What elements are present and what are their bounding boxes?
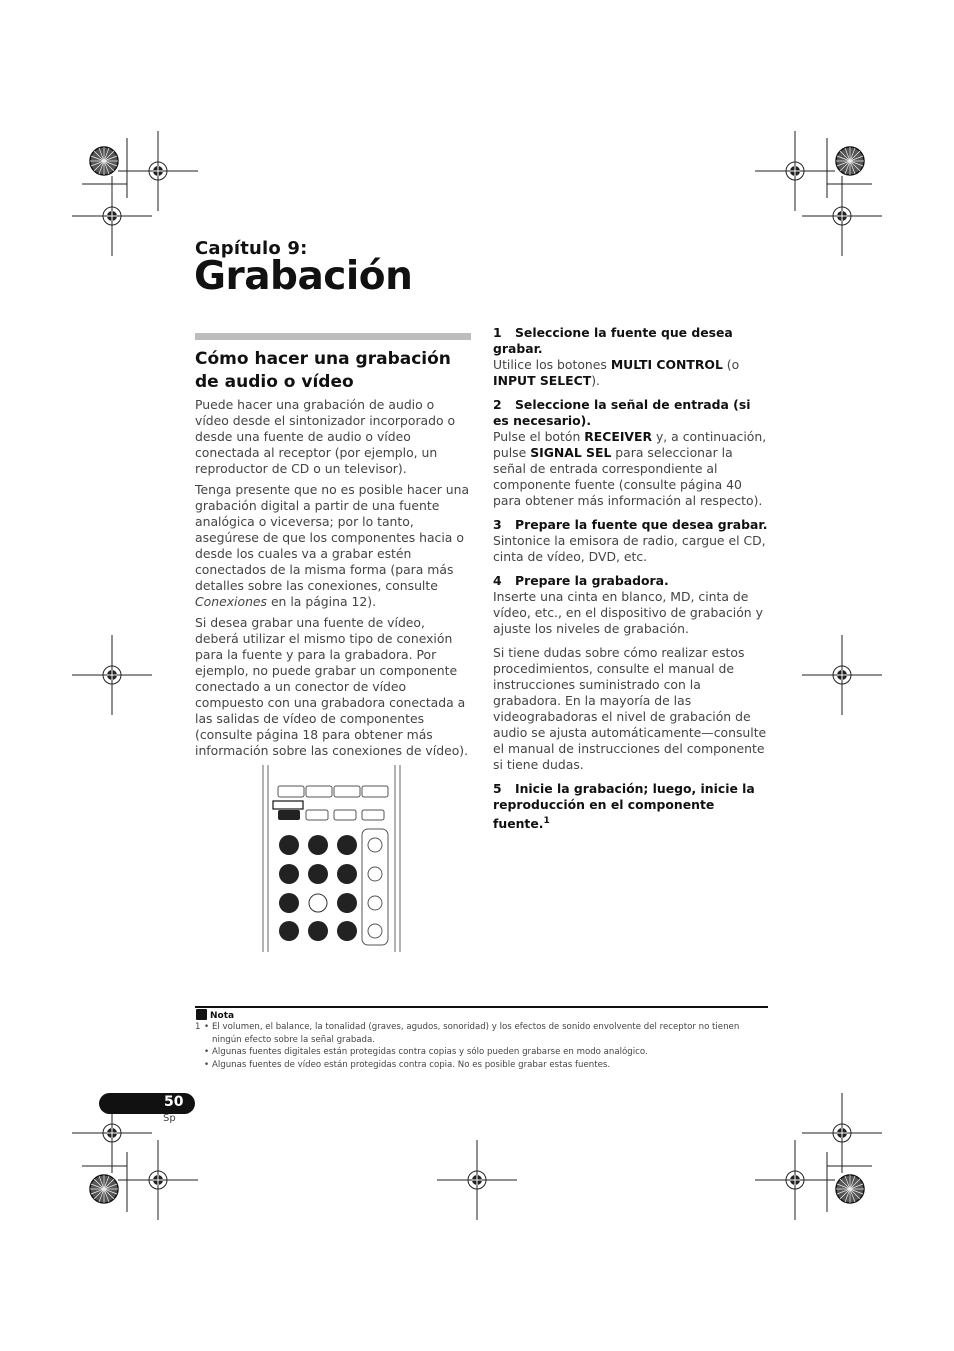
note-divider [195, 1006, 768, 1008]
section-title: Cómo hacer una grabación de audio o vídeo [195, 349, 451, 392]
registration-crosshair-icon [802, 635, 882, 715]
registration-crosshair-icon [72, 176, 152, 256]
step-1: 1 Seleccione la fuente que desea grabar. Utilice los botones MULTI CONTROL (o INPUT SELECT). [493, 325, 740, 388]
registration-crosshair-icon [90, 147, 118, 175]
left-column [195, 333, 471, 764]
step-5 [493, 781, 768, 832]
cross-reference: Conexiones [195, 594, 267, 609]
step-4 [493, 573, 768, 773]
step-3 [493, 517, 768, 565]
step-heading: Seleccione la señal de entrada (si es necesario). [493, 397, 751, 428]
step-2: 2 Seleccione la señal de entrada (si es necesario). Pulse el botón RECEIVER y, a continuación, pulse SIGNAL SEL para seleccionar la señal de entrada correspondiente al componente fuente (consulte página 40 para obtener más información al respecto). [493, 397, 767, 508]
step-body: Inserte una cinta en blanco, MD, cinta de vídeo, etc., en el dispositivo de grabación y ajuste los niveles de grabación. [493, 589, 763, 636]
footnote-ref: 1 [543, 816, 550, 826]
paragraph-intro: Puede hacer una grabación de audio o vídeo desde el sintonizador incorporado o desde una fuente de audio o vídeo conectada al receptor (por ejemplo, un reproductor de CD o un televisor). [195, 397, 456, 476]
step-number: 5 [493, 781, 502, 796]
note-header: Nota [196, 1009, 234, 1021]
step-heading: Inicie la grabación; luego, inicie la reproducción en el componente fuente. [493, 781, 755, 832]
remote-control-illustration [262, 765, 402, 952]
note-item: 1 • El volumen, el balance, la tonalidad (graves, agudos, sonoridad) y los efectos de sonido envolvente del receptor no tienen ningún efecto sobre la señal grabada. [195, 1022, 740, 1045]
button-name: MULTI CONTROL [610, 357, 723, 372]
note-item: • Algunas fuentes digitales están protegidas contra copias y sólo pueden grabarse en modo analógico. [204, 1047, 648, 1057]
registration-crosshair-icon [118, 131, 198, 211]
registration-crosshair-icon [802, 1093, 882, 1173]
chapter-title: Grabación [194, 254, 413, 299]
step-body-extra: Si tiene dudas sobre cómo realizar estos procedimientos, consulte el manual de instrucciones suministrado con la grabadora. En la mayoría de las videograbadoras el nivel de grabación de audio se ajusta automáticamente—consulte el manual de instrucciones del componente si tiene dudas. [493, 645, 767, 772]
registration-crosshair-icon [72, 635, 152, 715]
paragraph-video: Si desea grabar una fuente de vídeo, deberá utilizar el mismo tipo de conexión para la fuente y para la grabadora. Por ejemplo, no puede grabar un componente conectado a un conector de vídeo compuesto con una grabadora conectada a las salidas de vídeo de componentes (consulte página 18 para obtener más información sobre las conexiones de vídeo). [195, 615, 469, 758]
registration-crosshair-icon [836, 147, 864, 175]
registration-crosshair-icon [755, 1140, 835, 1220]
notes-list [195, 1021, 770, 1071]
right-column [493, 325, 768, 832]
registration-crosshair-icon [802, 176, 882, 256]
note-number: 1 [195, 1022, 201, 1032]
registration-crosshair-icon [118, 1140, 198, 1220]
button-name: INPUT SELECT [493, 373, 592, 388]
button-name: SIGNAL SEL [530, 445, 612, 460]
step-heading: Prepare la grabadora. [515, 573, 669, 588]
step-number: 4 [493, 573, 502, 588]
section-divider [195, 333, 471, 340]
chapter-label: Capítulo 9: [195, 238, 308, 259]
step-heading: Prepare la fuente que desea grabar. [515, 517, 768, 532]
paragraph-digital-analog: Tenga presente que no es posible hacer una grabación digital a partir de una fuente analógica o viceversa; por lo tanto, asegúrese de que los componentes hacia o desde los cuales va a grabar estén conectados de la misma forma (para más detalles sobre las conexiones, consulte Conexiones en la página 12). [195, 482, 470, 609]
registration-crosshair-icon [437, 1140, 517, 1220]
registration-crosshair-icon [90, 1175, 118, 1203]
step-heading: Seleccione la fuente que desea grabar. [493, 325, 733, 356]
step-number: 2 [493, 397, 502, 412]
note-item: • Algunas fuentes de vídeo están protegidas contra copia. No es posible grabar estas fuentes. [204, 1059, 611, 1070]
pencil-note-icon [196, 1009, 207, 1020]
step-body: Sintonice la emisora de radio, cargue el CD, cinta de vídeo, DVD, etc. [493, 533, 766, 564]
step-number: 3 [493, 517, 502, 532]
button-name: RECEIVER [584, 429, 653, 444]
registration-crosshair-icon [836, 1175, 864, 1203]
page-number: 50 [164, 1094, 184, 1110]
page-language: Sp [163, 1113, 176, 1124]
registration-crosshair-icon [755, 131, 835, 211]
step-number: 1 [493, 325, 502, 340]
